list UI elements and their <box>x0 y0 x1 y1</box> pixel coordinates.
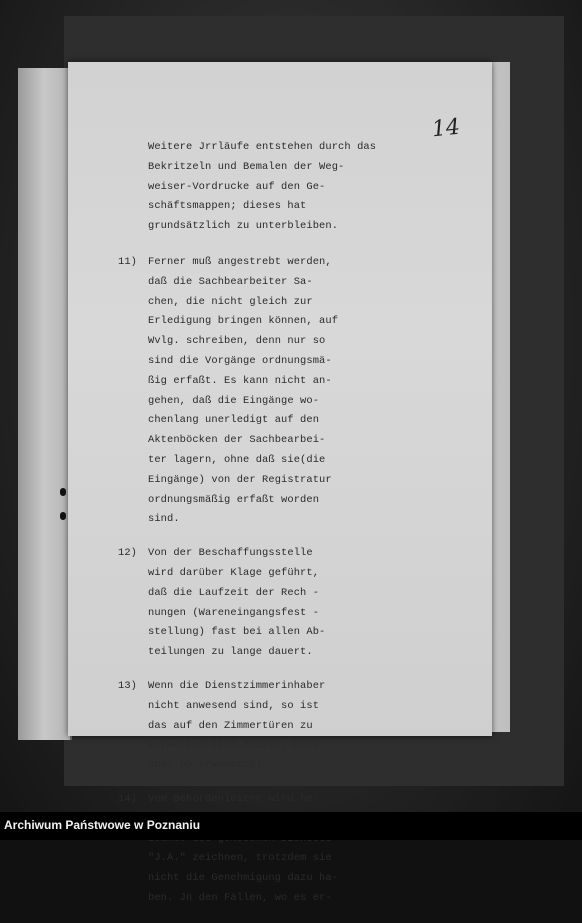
text-line: ßig erfaßt. Es kann nicht an- <box>148 374 332 387</box>
text-line: ben. Jn den Fällen, wo es er- <box>148 891 332 904</box>
item-number: 14) <box>118 792 138 805</box>
text-line: sind. <box>148 513 180 526</box>
text-line: Von der Beschaffungsstelle <box>148 547 313 560</box>
text-line: vermerken (für Heizer, Besu- <box>148 739 326 752</box>
item-text <box>148 544 448 663</box>
text-line: Erledigung bringen können, auf <box>148 315 339 328</box>
text-line: gehen, daß die Eingänge wo- <box>148 394 320 407</box>
numbered-item-12 <box>118 544 448 663</box>
text-line: sind die Vorgänge ordnungsmä- <box>148 354 332 367</box>
text-line: daß die Sachbearbeiter Sa- <box>148 275 313 288</box>
text-line: das auf den Zimmertüren zu <box>148 719 313 732</box>
punch-hole <box>60 488 66 496</box>
text-line: teilungen zu lange dauert. <box>148 646 313 659</box>
text-line: Eingänge) von der Registratur <box>148 473 332 486</box>
document-text <box>118 138 448 923</box>
numbered-item-14 <box>118 790 448 909</box>
text-line: ter lagern, ohne daß sie(die <box>148 453 326 466</box>
archive-caption: Archiwum Państwowe w Poznaniu <box>4 818 201 832</box>
text-line: weiser-Vordrucke auf den Ge- <box>148 180 326 193</box>
item-text <box>148 790 448 909</box>
text-line: nungen (Wareneingangsfest - <box>148 606 320 619</box>
text-line: Ferner muß angestrebt werden, <box>148 255 332 268</box>
item-number: 13) <box>118 679 138 692</box>
text-line: chenlang unerledigt auf den <box>148 414 320 427</box>
text-line: grundsätzlich zu unterbleiben. <box>148 220 339 233</box>
text-line: Wvlg. schreiben, denn nur so <box>148 335 326 348</box>
text-line: "J.A." zeichnen, trotzdem sie <box>148 852 332 865</box>
text-line: nicht die Genehmigung dazu ha- <box>148 872 339 885</box>
text-line: daß die Laufzeit der Rech - <box>148 586 320 599</box>
text-line: Wenn die Dienstzimmerinhaber <box>148 679 326 692</box>
text-line: stellung) fast bei allen Ab- <box>148 626 326 639</box>
left-page-edge <box>18 68 72 740</box>
text-line: Weitere Jrrläufe entstehen durch das <box>148 141 377 153</box>
text-line: nicht anwesend sind, so ist <box>148 699 320 712</box>
item-number: 11) <box>118 255 138 268</box>
item-text <box>148 253 448 530</box>
page-number: 14 <box>430 114 462 143</box>
numbered-item-11 <box>118 253 448 530</box>
text-line: wird darüber Klage geführt, <box>148 566 320 579</box>
punch-hole <box>60 512 66 520</box>
numbered-item-13 <box>118 677 448 776</box>
archive-caption-bar <box>0 812 582 840</box>
text-line: ordnungsmäßig erfaßt worden <box>148 493 320 506</box>
item-text <box>148 677 448 776</box>
text-line: Vom Behördenleiter wird be- <box>148 792 320 805</box>
text-line: Bekritzeln und Bemalen der Weg- <box>148 160 345 173</box>
intro-paragraph <box>148 138 448 237</box>
text-line: schäftsmappen; dieses hat <box>148 200 307 213</box>
item-number: 12) <box>118 547 138 560</box>
text-line: cher pp.erwünscht). <box>148 759 269 772</box>
text-line: Aktenböcken der Sachbearbei- <box>148 434 326 447</box>
text-line: chen, die nicht gleich zur <box>148 295 313 308</box>
